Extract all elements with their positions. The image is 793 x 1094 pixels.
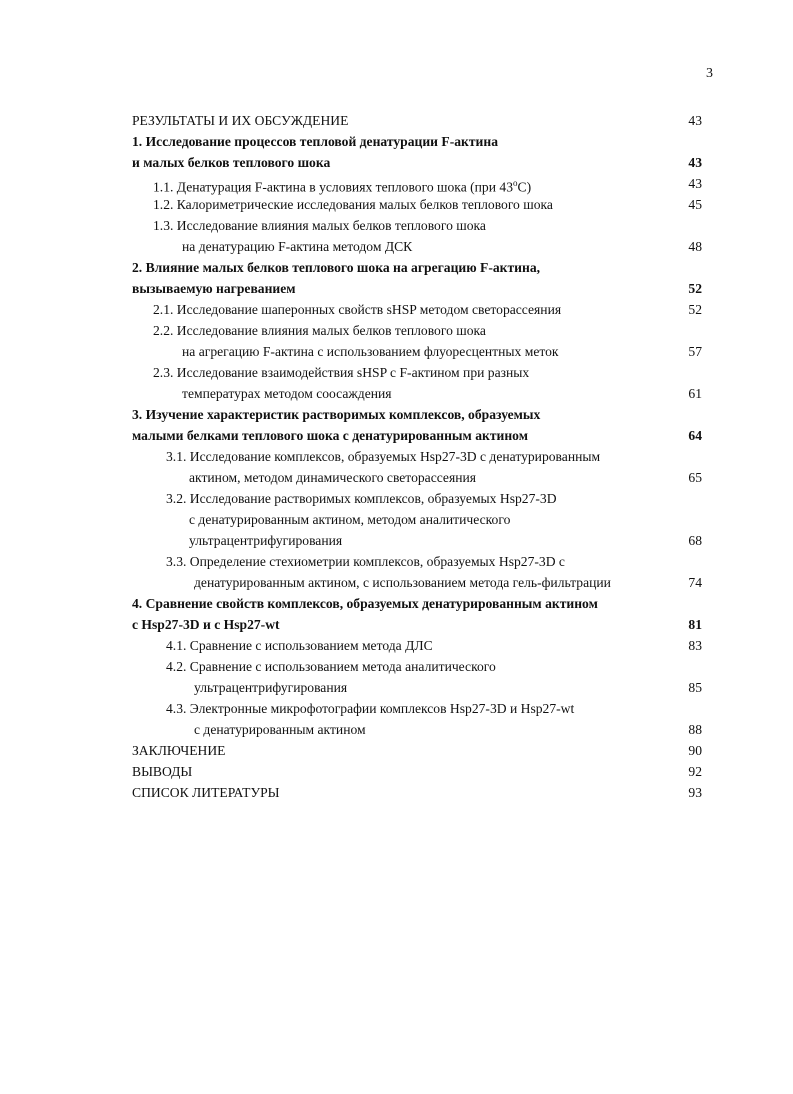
toc-section-3-1-page: 65	[688, 470, 702, 485]
toc-conclusion-title: ЗАКЛЮЧЕНИЕ	[132, 743, 226, 758]
page-number: 3	[706, 66, 713, 81]
toc-section-3-3-cont	[132, 572, 702, 593]
toc-section-3-2-page: 68	[688, 533, 702, 548]
toc-chapter-3-cont	[132, 425, 702, 446]
toc-chapter-1-page: 43	[688, 155, 702, 170]
toc-results-page: 43	[688, 113, 702, 128]
toc-section-4-1-page: 83	[688, 638, 702, 653]
toc-section-4-3-page: 88	[688, 722, 702, 737]
toc-section-1-3-title: 1.3. Исследование влияния малых белков теплового шока	[153, 218, 486, 233]
toc-section-4-3-title: 4.3. Электронные микрофотографии комплексов Hsp27-3D и Hsp27-wt	[166, 701, 575, 716]
toc-section-3-2-title: 3.2. Исследование растворимых комплексов, образуемых Hsp27-3D	[166, 491, 557, 506]
toc-chapter-4-title: 4. Сравнение свойств комплексов, образуемых денатурированным актином	[132, 596, 598, 611]
toc-results-title: РЕЗУЛЬТАТЫ И ИХ ОБСУЖДЕНИЕ	[132, 113, 349, 128]
toc-section-1-3-page: 48	[688, 239, 702, 254]
toc-chapter-4-page: 81	[688, 617, 702, 632]
toc-section-1-2-title: 1.2. Калориметрические исследования малых белков теплового шока	[153, 197, 553, 212]
toc-conclusion	[132, 740, 702, 761]
toc-references	[132, 782, 702, 803]
toc-section-4-1-title: 4.1. Сравнение с использованием метода ДЛС	[166, 638, 433, 653]
toc-section-4-2-title-cont: ультрацентрифугирования	[194, 680, 348, 695]
toc-findings-page: 92	[688, 764, 702, 779]
table-of-contents	[132, 110, 702, 803]
toc-findings-title: ВЫВОДЫ	[132, 764, 193, 779]
toc-section-2-2-cont	[132, 341, 702, 362]
toc-section-3-3-page: 74	[688, 575, 702, 590]
toc-section-4-3-title-cont: с денатурированным актином	[194, 722, 366, 737]
toc-section-2-2-page: 57	[688, 344, 702, 359]
toc-section-4-2	[132, 656, 702, 677]
toc-section-1-1-page: 43	[688, 176, 702, 191]
toc-chapter-2-title: 2. Влияние малых белков теплового шока на агрегацию F-актина,	[132, 260, 541, 275]
toc-section-2-2-title: 2.2. Исследование влияния малых белков теплового шока	[153, 323, 486, 338]
toc-section-4-2-title: 4.2. Сравнение с использованием метода аналитического	[166, 659, 496, 674]
toc-section-4-2-cont	[132, 677, 702, 698]
toc-section-2-2	[132, 320, 702, 341]
toc-references-title: СПИСОК ЛИТЕРАТУРЫ	[132, 785, 280, 800]
toc-section-4-3-cont	[132, 719, 702, 740]
toc-section-2-1	[132, 299, 702, 320]
toc-section-3-1-title-cont: актином, методом динамического светорассеяния	[189, 470, 477, 485]
toc-section-1-3-cont	[132, 236, 702, 257]
toc-results	[132, 110, 702, 131]
toc-chapter-4	[132, 593, 702, 614]
toc-section-2-3-title-cont: температурах методом соосаждения	[182, 386, 392, 401]
toc-chapter-1-title-cont: и малых белков теплового шока	[132, 155, 331, 170]
toc-chapter-3-title-cont: малыми белками теплового шока с денатурированным актином	[132, 428, 528, 443]
toc-section-3-2-title-cont2: ультрацентрифугирования	[189, 533, 343, 548]
toc-chapter-1	[132, 131, 702, 152]
toc-section-3-1-title: 3.1. Исследование комплексов, образуемых Hsp27-3D с денатурированным	[166, 449, 601, 464]
toc-chapter-2	[132, 257, 702, 278]
toc-section-1-2	[132, 194, 702, 215]
toc-section-3-2	[132, 488, 702, 509]
degree-sup: o	[513, 178, 518, 188]
toc-chapter-2-title-cont: вызываемую нагреванием	[132, 281, 296, 296]
toc-section-2-3	[132, 362, 702, 383]
toc-section-3-2-cont2	[132, 530, 702, 551]
toc-findings	[132, 761, 702, 782]
toc-section-2-3-page: 61	[688, 386, 702, 401]
toc-chapter-3-page: 64	[688, 428, 702, 443]
toc-section-4-3	[132, 698, 702, 719]
toc-section-2-2-title-cont: на агрегацию F-актина с использованием флуоресцентных меток	[182, 344, 559, 359]
toc-chapter-4-title-cont: с Hsp27-3D и с Hsp27-wt	[132, 617, 280, 632]
toc-section-4-1	[132, 635, 702, 656]
toc-section-3-2-title-cont: с денатурированным актином, методом аналитического	[189, 512, 511, 527]
toc-section-4-2-page: 85	[688, 680, 702, 695]
toc-section-2-3-cont	[132, 383, 702, 404]
toc-chapter-3-title: 3. Изучение характеристик растворимых комплексов, образуемых	[132, 407, 541, 422]
toc-chapter-1-cont	[132, 152, 702, 173]
toc-references-page: 93	[688, 785, 702, 800]
toc-section-2-3-title: 2.3. Исследование взаимодействия sHSP с F-актином при разных	[153, 365, 530, 380]
toc-chapter-4-cont	[132, 614, 702, 635]
toc-conclusion-page: 90	[688, 743, 702, 758]
toc-section-2-1-page: 52	[688, 302, 702, 317]
toc-chapter-2-cont	[132, 278, 702, 299]
toc-section-1-2-page: 45	[688, 197, 702, 212]
toc-chapter-2-page: 52	[688, 281, 702, 296]
toc-section-3-1	[132, 446, 702, 467]
toc-section-3-2-cont	[132, 509, 702, 530]
toc-section-1-1	[132, 173, 702, 194]
toc-section-3-1-cont	[132, 467, 702, 488]
toc-section-3-3	[132, 551, 702, 572]
toc-section-1-3	[132, 215, 702, 236]
toc-section-2-1-title: 2.1. Исследование шаперонных свойств sHSP методом светорассеяния	[153, 302, 562, 317]
toc-section-3-3-title: 3.3. Определение стехиометрии комплексов, образуемых Hsp27-3D с	[166, 554, 565, 569]
toc-chapter-3	[132, 404, 702, 425]
toc-section-1-3-title-cont: на денатурацию F-актина методом ДСК	[182, 239, 413, 254]
toc-section-3-3-title-cont: денатурированным актином, с использованием метода гель-фильтрации	[194, 575, 611, 590]
toc-section-1-1-title: 1.1. Денатурация F-актина в условиях теплового шока (при 43$^o$С)	[153, 178, 532, 195]
toc-chapter-1-title: 1. Исследование процессов тепловой денатурации F-актина	[132, 134, 499, 149]
